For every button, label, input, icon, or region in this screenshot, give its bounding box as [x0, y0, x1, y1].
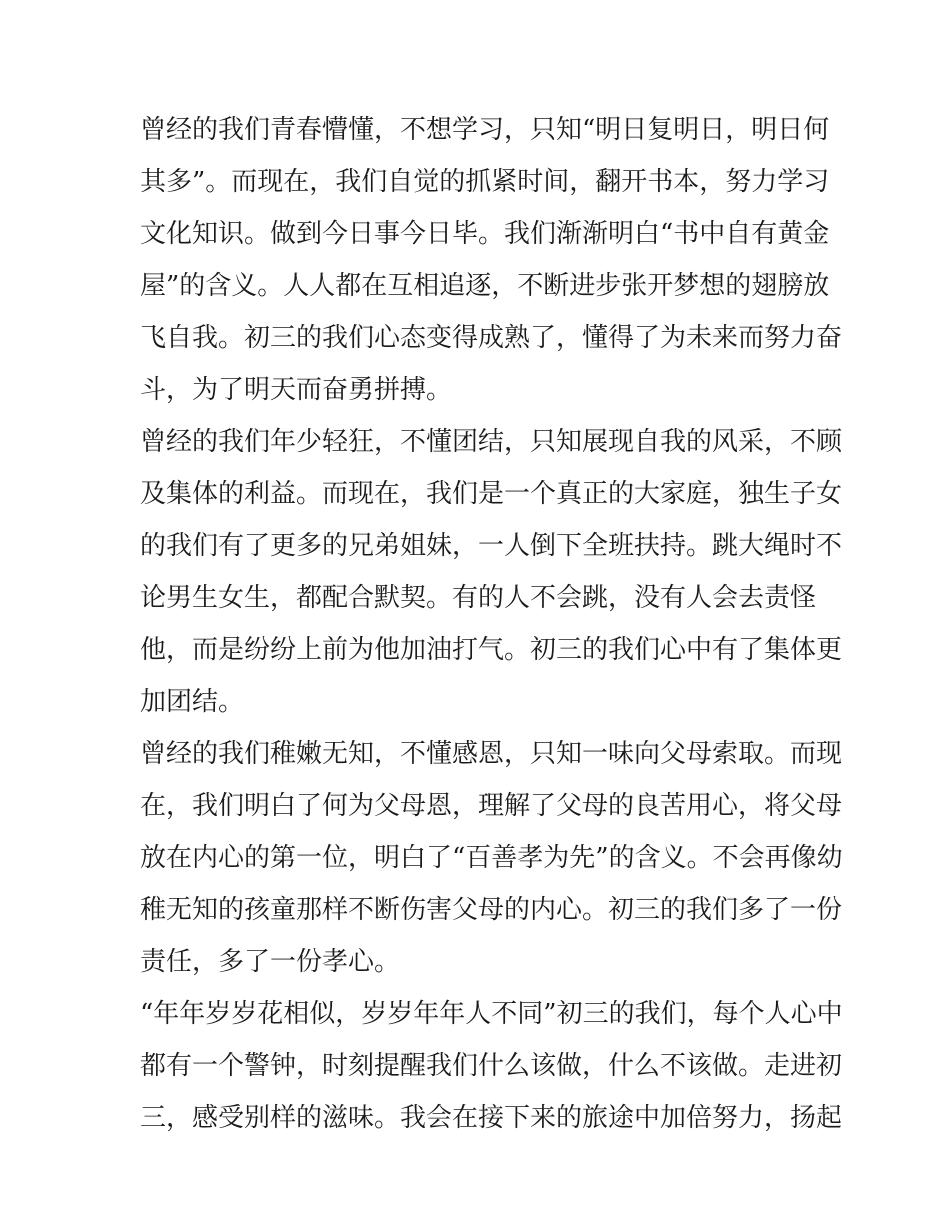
text-line: 飞自我。初三的我们心态变得成熟了，懂得了为未来而努力奋	[140, 323, 843, 353]
text-line: 都有一个警钟，时刻提醒我们什么该做，什么不该做。走进初	[140, 1051, 843, 1081]
text-line: 稚无知的孩童那样不断伤害父母的内心。初三的我们多了一份	[140, 895, 843, 925]
text-line: 责任，多了一份孝心。	[140, 947, 401, 977]
text-line: 斗，为了明天而奋勇拼搏。	[140, 375, 453, 405]
text-line: 曾经的我们稚嫩无知，不懂感恩，只知一味向父母索取。而现	[140, 739, 843, 769]
text-line: 其多”。而现在，我们自觉的抓紧时间，翻开书本，努力学习	[140, 167, 830, 197]
text-line: 的我们有了更多的兄弟姐妹，一人倒下全班扶持。跳大绳时不	[140, 531, 843, 561]
text-line: 曾经的我们年少轻狂，不懂团结，只知展现自我的风采，不顾	[140, 427, 843, 457]
text-line: 三，感受别样的滋味。我会在接下来的旅途中加倍努力，扬起	[140, 1103, 843, 1133]
text-line: 在，我们明白了何为父母恩，理解了父母的良苦用心，将父母	[140, 791, 843, 821]
text-line: 加团结。	[140, 687, 245, 717]
text-line: 文化知识。做到今日事今日毕。我们渐渐明白“书中自有黄金	[140, 219, 830, 249]
text-line: 放在内心的第一位，明白了“百善孝为先”的含义。不会再像幼	[140, 843, 843, 873]
body-text	[140, 104, 843, 1144]
text-line: 他，而是纷纷上前为他加油打气。初三的我们心中有了集体更	[140, 635, 843, 665]
text-line: “年年岁岁花相似，岁岁年年人不同”初三的我们，每个人心中	[140, 999, 843, 1029]
text-line: 屋”的含义。人人都在互相追逐，不断进步张开梦想的翅膀放	[140, 271, 830, 301]
text-line: 及集体的利益。而现在，我们是一个真正的大家庭，独生子女	[140, 479, 843, 509]
text-line: 曾经的我们青春懵懂，不想学习，只知“明日复明日，明日何	[140, 115, 830, 145]
text-line: 论男生女生，都配合默契。有的人不会跳，没有人会去责怪	[140, 583, 817, 613]
